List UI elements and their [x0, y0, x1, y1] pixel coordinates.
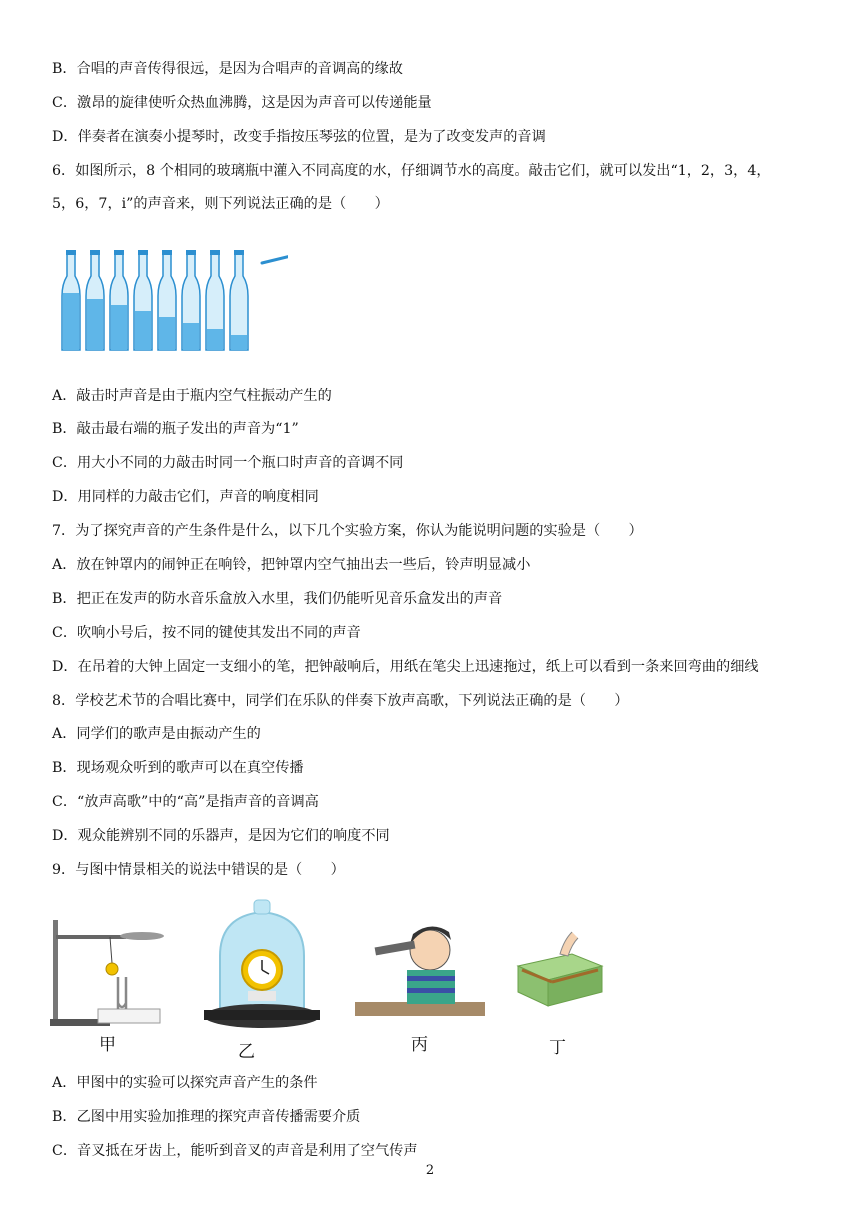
tuning-fork-pendulum-illustration [50, 915, 165, 1030]
water-fill [207, 329, 223, 350]
glass-bottle [134, 250, 152, 350]
glass-bottle [182, 250, 200, 350]
glass-bottle [158, 250, 176, 350]
q7-option-d: D．在吊着的大钟上固定一支细小的笔，把钟敲响后，用纸在笔尖上迅速拖过，纸上可以看到一条来回弯曲的细线 [52, 659, 759, 675]
water-fill [231, 335, 247, 350]
q6-option-c: C．用大小不同的力敲击时同一个瓶口时声音的音调不同 [52, 455, 404, 471]
water-fill [63, 293, 79, 350]
q9-stem: 9．与图中情景相关的说法中错误的是（ ） [52, 862, 345, 878]
boy-tuning-fork-teeth-illustration [355, 910, 485, 1025]
glass-bottle [62, 250, 80, 350]
q9-option-b: B．乙图中用实验加推理的探究声音传播需要介质 [52, 1109, 361, 1125]
q8-option-d: D．观众能辨别不同的乐器声，是因为它们的响度不同 [52, 828, 390, 844]
q7-option-b: B．把正在发声的防水音乐盒放入水里，我们仍能听见音乐盒发出的声音 [52, 591, 503, 607]
striking-rod [262, 245, 288, 263]
glass-bottle [110, 250, 128, 350]
caption-bing: 丙 [411, 1035, 428, 1055]
caption-yi: 乙 [238, 1042, 255, 1062]
glass-bottle [230, 250, 248, 350]
page-number: 2 [425, 1163, 435, 1178]
q7-option-a: A．放在钟罩内的闹钟正在响铃，把钟罩内空气抽出去一些后，铃声明显减小 [52, 557, 531, 573]
water-fill [183, 323, 199, 350]
q6-option-d: D．用同样的力敲击它们，声音的响度相同 [52, 489, 319, 505]
box-with-hand-illustration [512, 930, 607, 1010]
q5-option-b: B．合唱的声音传得很远，是因为合唱声的音调高的缘故 [52, 61, 403, 77]
water-fill [135, 311, 151, 350]
glass-bottle [206, 250, 224, 350]
q9-option-a: A．甲图中的实验可以探究声音产生的条件 [52, 1075, 318, 1091]
q6-option-b: B．敲击最右端的瓶子发出的声音为“1” [52, 421, 299, 437]
water-fill [111, 305, 127, 350]
water-fill [159, 317, 175, 350]
q5-option-c: C．激昂的旋律使听众热血沸腾，这是因为声音可以传递能量 [52, 95, 432, 111]
q8-option-c: C．“放声高歌”中的“高”是指声音的音调高 [52, 794, 319, 810]
q6-option-a: A．敲击时声音是由于瓶内空气柱振动产生的 [52, 388, 332, 404]
q9-option-c: C．音叉抵在牙齿上，能听到音叉的声音是利用了空气传声 [52, 1143, 418, 1159]
caption-ding: 丁 [549, 1038, 566, 1058]
glass-bottles-figure [58, 240, 288, 355]
q8-option-b: B．现场观众听到的歌声可以在真空传播 [52, 760, 304, 776]
water-fill [87, 299, 103, 350]
glass-bottle [86, 250, 104, 350]
q7-stem: 7．为了探究声音的产生条件是什么，以下几个实验方案，你认为能说明问题的实验是（ ） [52, 523, 643, 539]
q6-stem-line1: 6．如图所示，8 个相同的玻璃瓶中灌入不同高度的水，仔细调节水的高度。敲击它们，就可以发出“1，2，3，4， [52, 163, 771, 179]
q6-stem-line2: 5，6，7，i”的声音来，则下列说法正确的是（ ） [52, 196, 389, 212]
q7-option-c: C．吹响小号后，按不同的键使其发出不同的声音 [52, 625, 361, 641]
q8-stem: 8．学校艺术节的合唱比赛中，同学们在乐队的伴奏下放声高歌，下列说法正确的是（ ） [52, 693, 629, 709]
q8-option-a: A．同学们的歌声是由振动产生的 [52, 726, 261, 742]
q5-option-d: D．伴奏者在演奏小提琴时，改变手指按压琴弦的位置，是为了改变发声的音调 [52, 129, 546, 145]
bell-jar-alarm-clock-illustration [200, 898, 325, 1038]
caption-jia: 甲 [99, 1035, 116, 1055]
